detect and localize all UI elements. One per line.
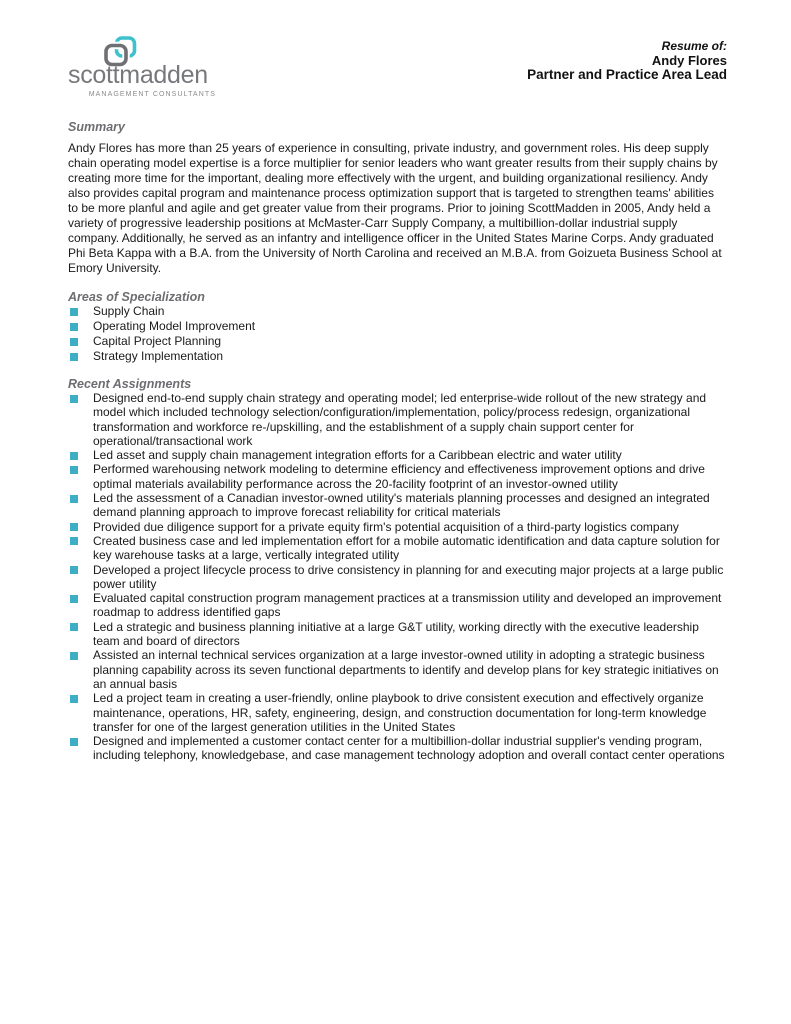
bullet-square-icon [70, 338, 78, 346]
assignment-item-text: Assisted an internal technical services organization at a large investor-owned utility in adopting a strategic business planning capability across its seven functional departments to identify and develop plans for key strategic initiatives on an annual basis [93, 648, 719, 691]
specialization-item [68, 349, 727, 364]
bullet-square-icon [70, 695, 78, 703]
bullet-square-icon [70, 738, 78, 746]
bullet-square-icon [70, 566, 78, 574]
bullet-square-icon [70, 395, 78, 403]
specialization-item-text: Operating Model Improvement [93, 319, 256, 333]
assignment-item-text: Evaluated capital construction program management practices at a transmission utility and developed an improvement roadmap to address identified gaps [93, 591, 722, 620]
assignment-item-text: Led asset and supply chain management integration efforts for a Caribbean electric and water utility [93, 448, 622, 463]
assignment-item [68, 520, 727, 534]
scottmadden-logo [68, 28, 288, 98]
logo-tagline: MANAGEMENT CONSULTANTS [88, 91, 216, 98]
resume-of-label: Resume of: [661, 39, 727, 53]
assignments-heading: Recent Assignments [68, 377, 192, 391]
assignment-item [68, 563, 727, 592]
specialization-item [68, 304, 727, 319]
assignment-item [68, 391, 727, 448]
person-title: Partner and Practice Area Lead [527, 67, 727, 82]
assignment-item [68, 491, 727, 520]
summary-heading: Summary [68, 120, 125, 134]
assignment-item-text: Developed a project lifecycle process to drive consistency in planning for and executing major projects at a large public power utility [93, 562, 724, 591]
bullet-square-icon [70, 452, 78, 460]
bullet-square-icon [70, 652, 78, 660]
assignment-item [68, 648, 727, 691]
page-header [68, 28, 727, 98]
bullet-square-icon [70, 495, 78, 503]
bullet-square-icon [70, 595, 78, 603]
assignment-item [68, 534, 727, 563]
resume-meta [527, 28, 727, 83]
specialization-list [68, 304, 727, 364]
specialization-heading: Areas of Specialization [68, 290, 205, 304]
specialization-item [68, 334, 727, 349]
assignment-item-text: Designed and implemented a customer contact center for a multibillion-dollar industrial supplier's vending program, including telephony, knowledgebase, and case management technology adoption and overall contact center operations [93, 734, 725, 763]
bullet-square-icon [70, 353, 78, 361]
bullet-square-icon [70, 323, 78, 331]
bullet-square-icon [70, 523, 78, 531]
assignment-item [68, 462, 727, 491]
summary-paragraph: Andy Flores has more than 25 years of experience in consulting, private industry, and government roles. His deep supply chain operating model expertise is a force multiplier for senior leaders who want greater results from their supply chains by creating more time for the important, dealing more effectively with the urgent, and building organizational resiliency. Andy also provides capital program and maintenance process optimization support that is targeted to strengthen teams' abilities to be more planful and agile and get greater value from their programs. Prior to joining ScottMadden in 2005, Andy held a variety of progressive leadership positions at McMaster-Carr Supply Company, a multibillion-dollar industrial supply company. Additionally, he served as an infantry and intelligence officer in the United States Marine Corps. Andy graduated Phi Beta Kappa with a B.A. from the University of North Carolina and received an M.B.A. from Goizueta Business School at Emory University. [68, 141, 722, 275]
assignment-item-text: Performed warehousing network modeling to determine efficiency and effectiveness improvement options and drive optimal materials availability performance across the 20-facility footprint of an investor-owned utility [93, 462, 705, 491]
assignment-item-text: Designed end-to-end supply chain strategy and operating model; led enterprise-wide rollout of the new strategy and model which included technology selection/configuration/implementation, policy/process redesign, organizational transformation and workforce re-/upskilling, and the establishment of a supply chain support center for operational/transactional work [93, 391, 707, 448]
bullet-square-icon [70, 466, 78, 474]
assignment-item [68, 620, 727, 649]
assignment-item-text: Provided due diligence support for a private equity firm's potential acquisition of a third-party logistics company [93, 519, 679, 534]
specialization-item [68, 319, 727, 334]
assignments-list [68, 391, 727, 763]
assignment-item-text: Led the assessment of a Canadian investor-owned utility's materials planning processes and designed an integrated demand planning approach to improve forecast reliability for critical materials [93, 491, 710, 520]
bullet-square-icon [70, 623, 78, 631]
logo-wordmark: scottmadden [68, 61, 208, 89]
bullet-square-icon [70, 308, 78, 316]
assignment-item-text: Led a strategic and business planning initiative at a large G&T utility, working directly with the executive leadership team and board of directors [93, 619, 699, 649]
assignment-item [68, 591, 727, 620]
assignment-item-text: Created business case and led implementation effort for a mobile automatic identification and data capture solution for key warehouse tasks at a large, vertically integrated utility [93, 533, 720, 563]
person-name: Andy Flores [651, 52, 727, 68]
assignment-item [68, 448, 727, 462]
assignment-item-text: Led a project team in creating a user-friendly, online playbook to drive consistent execution and effectively organize maintenance, operations, HR, safety, engineering, design, and construction documentation for long-term knowledge transfer for one of the largest generation utilities in the United States [93, 691, 707, 734]
specialization-item-text: Strategy Implementation [93, 349, 224, 363]
assignment-item [68, 691, 727, 734]
assignment-item [68, 734, 727, 763]
bullet-square-icon [70, 537, 78, 545]
specialization-item-text: Capital Project Planning [93, 334, 222, 348]
specialization-item-text: Supply Chain [93, 304, 165, 318]
